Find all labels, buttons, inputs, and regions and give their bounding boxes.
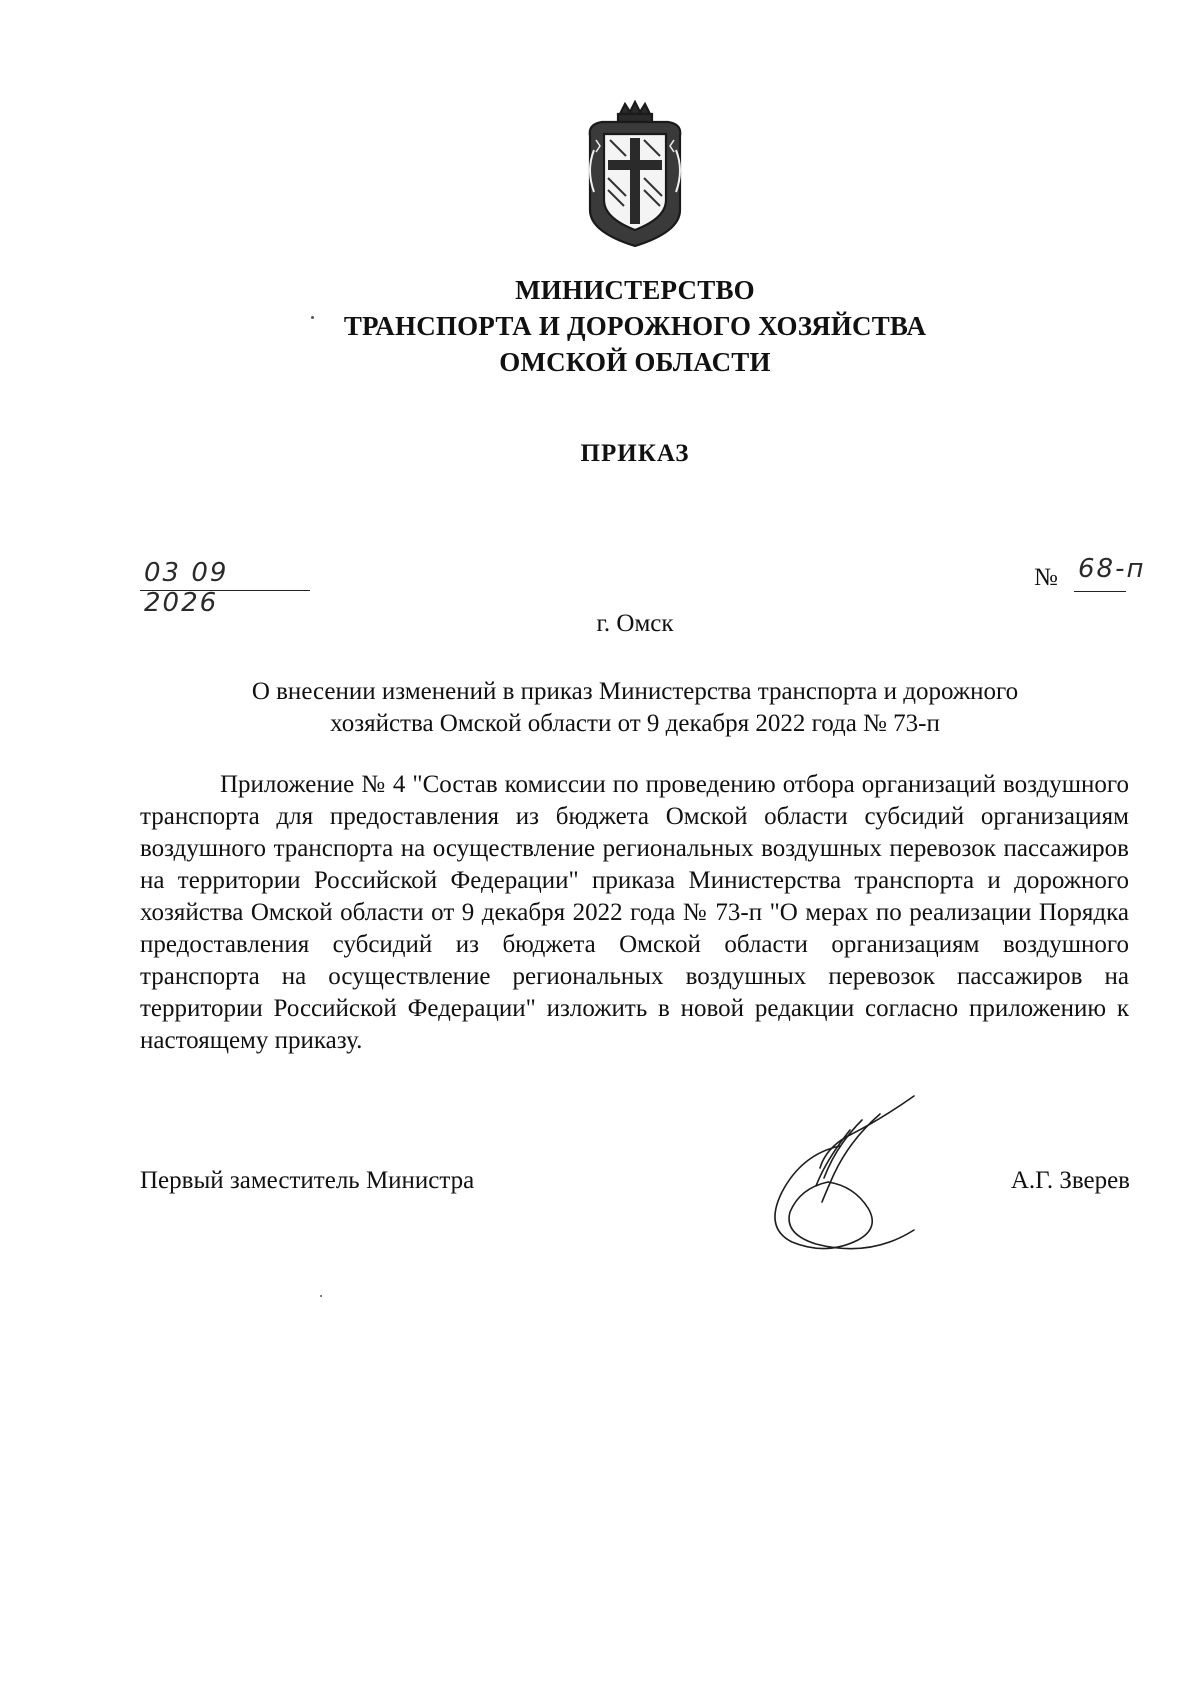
order-number: 68-п bbox=[1078, 554, 1146, 584]
coat-of-arms-icon bbox=[580, 100, 690, 248]
order-number-field bbox=[1034, 554, 1164, 594]
order-body-paragraph: Приложение № 4 "Состав комиссии по проведению отбора организаций воздушного транспорта для предоставления из бюджета Омской области субсидий организациям воздушного транспорта на осуществление региональных воздушных перевозок пассажиров на территории Российской Федерации" приказа Министерства транспорта и дорожного хозяйства Омской области от 9 декабря 2022 года № 73-п "О мерах по реализации Порядка предоставления субсидий из бюджета Омской области организациям воздушного транспорта на осуществление региональных воздушных перевозок пассажиров на территории Российской Федерации" изложить в новой редакции согласно приложению к настоящему приказу. bbox=[140, 771, 1129, 1054]
subject-line-2: хозяйства Омской области от 9 декабря 2022 года № 73-п bbox=[330, 710, 940, 737]
signatory-name: А.Г. Зверев bbox=[1010, 1167, 1130, 1194]
order-subject bbox=[0, 676, 1200, 740]
ministry-line-3: ОМСКОЙ ОБЛАСТИ bbox=[499, 347, 771, 377]
ministry-line-1: МИНИСТЕРСТВО bbox=[515, 275, 755, 305]
subject-line-1: О внесении изменений в приказ Министерства транспорта и дорожного bbox=[251, 678, 1019, 705]
number-underline bbox=[1074, 591, 1126, 592]
ministry-heading bbox=[0, 272, 1200, 380]
scan-speck bbox=[320, 1295, 322, 1297]
scan-speck bbox=[311, 316, 314, 319]
order-date-field bbox=[140, 558, 310, 618]
number-sign: № bbox=[1034, 564, 1058, 591]
ministry-line-2: ТРАНСПОРТА И ДОРОЖНОГО ХОЗЯЙСТВА bbox=[343, 311, 927, 341]
handwritten-signature-icon bbox=[730, 1090, 920, 1260]
order-title: ПРИКАЗ bbox=[580, 440, 690, 467]
signatory-role: Первый заместитель Министра bbox=[140, 1167, 475, 1194]
city: г. Омск bbox=[596, 610, 674, 637]
order-date: 03 09 2026 bbox=[144, 558, 229, 618]
